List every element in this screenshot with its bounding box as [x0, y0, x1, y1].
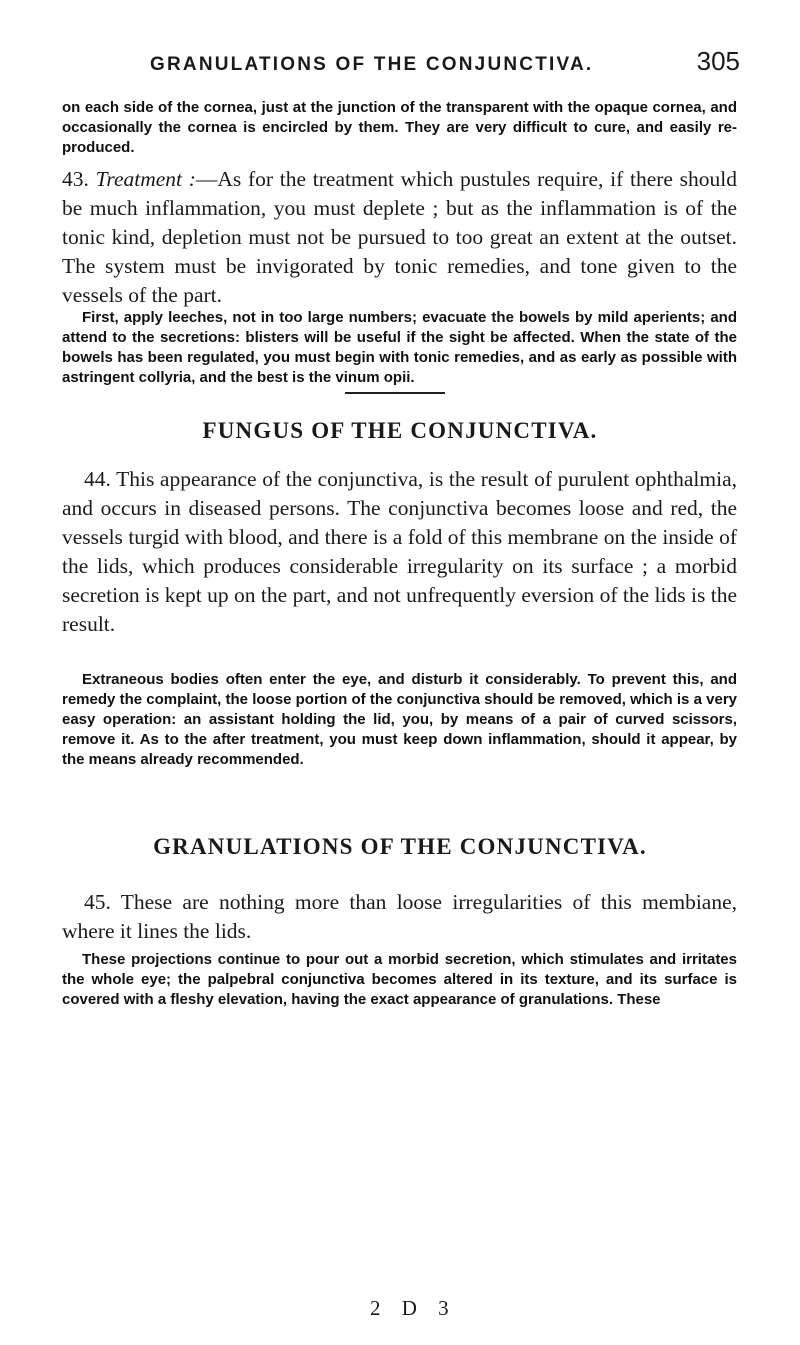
- section-divider: [345, 392, 445, 394]
- paragraph-45-note: These projections continue to pour out a morbid secretion, which stimulates and irritates the whole eye; the palpebral conjunctiva becomes altered in its texture, and its surface is covered with a fleshy elevation, having the exact appearance of granulations. These: [62, 951, 737, 1008]
- paragraph-45: 45. These are nothing more than loose irregularities of this membiane, where it lines the lids.: [62, 890, 737, 943]
- heading-granulations: GRANULATIONS OF THE CONJUNCTIVA.: [153, 834, 647, 859]
- heading-fungus: FUNGUS OF THE CONJUNCTIVA.: [202, 418, 598, 443]
- running-head: [150, 46, 740, 80]
- paragraph-44-note: Extraneous bodies often enter the eye, and disturb it considerably. To prevent this, and remedy the complaint, the loose portion of the conjunctiva should be removed, which is a very easy operation: an assistant holding the lid, you, by means of a pair of curved scissors, remove it. As to the after treatment, you must keep down inflammation, should it appear, by the means already recommended.: [62, 671, 737, 768]
- paragraph-43-note: First, apply leeches, not in too large numbers; evacuate the bowels by mild aperients; and attend to the secretions: blisters will be useful if the sight be affected. When the state of the bowels has been regulated, you must begin with tonic remedies, and as early as possible with astringent collyria, and the best is the vinum opii.: [62, 309, 737, 386]
- paragraph-43-number: 43.: [62, 167, 89, 191]
- paragraph-43: [62, 165, 737, 310]
- paragraph-43-label: Treatment :: [95, 167, 196, 191]
- page-number: 305: [696, 46, 740, 76]
- intro-paragraph: on each side of the cornea, just at the junction of the transparent with the opaque cornea, and occasionally the cornea is encircled by them. They are very difficult to cure, and easily re-produced.: [62, 99, 737, 156]
- paragraph-43-text: —As for the treatment which pustules require, if there should be much inflammation, you must deplete ; but as the inflammation is of the tonic kind, depletion must not be pursued to too great an extent at the outset. The system must be invigorated by tonic remedies, and tone given to the vessels of the part.: [62, 167, 738, 307]
- printer-signature: 2 D 3: [370, 1296, 457, 1320]
- paragraph-44: 44. This appearance of the conjunctiva, is the result of purulent ophthalmia, and occurs in diseased persons. The conjunctiva becomes loose and red, the vessels turgid with blood, and there is a fold of this membrane on the inside of the lids, which produces considerable irregularity on its surface ; a morbid secretion is kept up on the part, and not unfrequently eversion of the lids is the result.: [62, 467, 737, 636]
- running-title: GRANULATIONS OF THE CONJUNCTIVA.: [150, 54, 594, 75]
